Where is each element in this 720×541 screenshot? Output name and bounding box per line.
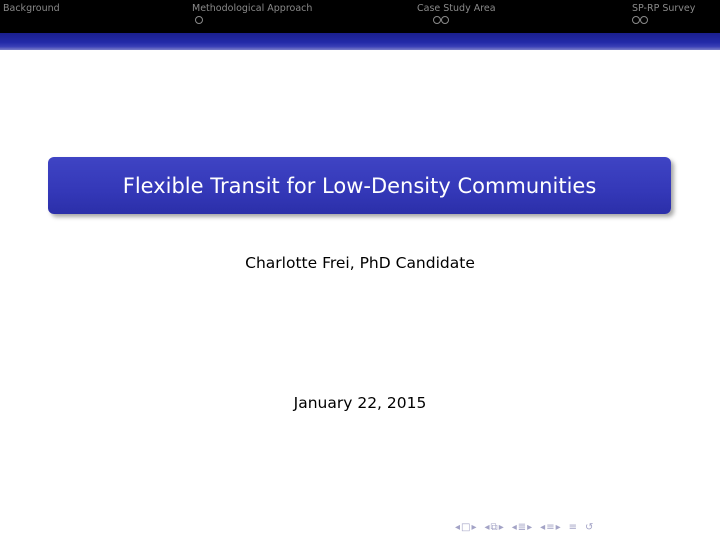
next-subsection-arrow-icon[interactable]: ▸	[498, 522, 504, 533]
section-background[interactable]: Background	[3, 3, 60, 14]
subsection-icon[interactable]: ⧉	[490, 522, 498, 533]
align-icon[interactable]: ≡	[568, 522, 578, 533]
frame-dot-icon[interactable]	[441, 16, 449, 24]
frame-dot-icon[interactable]	[632, 16, 640, 24]
frame-dot-icon[interactable]	[195, 16, 203, 24]
presentation-date: January 22, 2015	[293, 394, 427, 412]
frame-icon[interactable]: □	[461, 522, 471, 533]
next-frame-arrow-icon[interactable]: ▸	[471, 522, 477, 533]
section-methodological-approach[interactable]: Methodological Approach	[192, 3, 313, 14]
author-name: Charlotte Frei, PhD Candidate	[245, 254, 475, 272]
presentation-title: Flexible Transit for Low-Density Communities	[122, 173, 597, 198]
section-sp-rp-survey[interactable]: SP-RP Survey	[632, 3, 696, 14]
header-accent-bar	[0, 33, 720, 50]
prev-section-arrow-icon[interactable]: ◂	[511, 522, 517, 533]
prev-slide-arrow-icon[interactable]: ◂	[540, 522, 546, 533]
section-navigation-bar	[0, 0, 720, 33]
title-box	[48, 157, 671, 214]
section-case-study-area[interactable]: Case Study Area	[417, 3, 496, 14]
next-section-arrow-icon[interactable]: ▸	[527, 522, 533, 533]
next-slide-arrow-icon[interactable]: ▸	[555, 522, 561, 533]
prev-subsection-arrow-icon[interactable]: ◂	[484, 522, 490, 533]
beamer-navigation-symbols	[455, 521, 594, 535]
frame-dot-icon[interactable]	[640, 16, 648, 24]
slide-icon[interactable]: ≡	[546, 522, 555, 533]
prev-frame-arrow-icon[interactable]: ◂	[455, 522, 461, 533]
search-icon[interactable]: ↺	[585, 522, 594, 533]
section-icon[interactable]: ≣	[517, 522, 527, 533]
frame-dot-icon[interactable]	[433, 16, 441, 24]
